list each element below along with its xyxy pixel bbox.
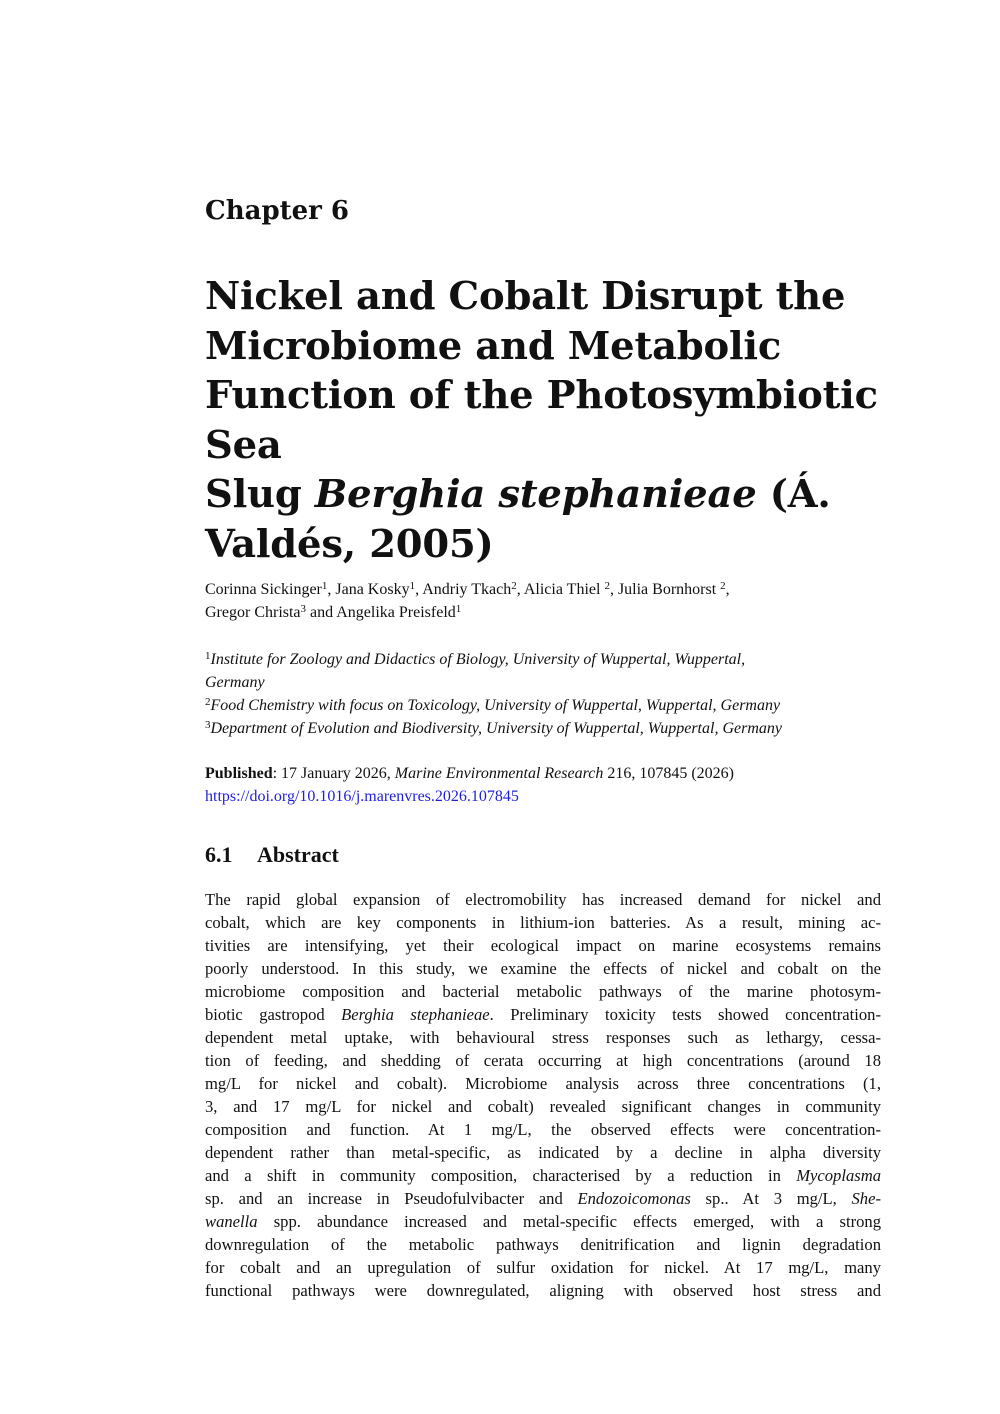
author-affiliation-mark: 1 — [321, 580, 328, 592]
author-name: Andriy Tkach — [422, 581, 512, 598]
doi-line — [205, 785, 885, 808]
species-name: Berghia stephanieae — [341, 1005, 490, 1024]
abstract-line: tivities are intensifying, yet their ecological impact on marine ecosystems remains — [205, 936, 881, 955]
publication-line — [205, 762, 885, 785]
abstract-text: spp. abundance increased and metal-specific effects emerged, with a strong — [257, 1212, 881, 1231]
author-name: Gregor Christa — [205, 604, 301, 621]
title-species: Berghia stephanieae — [314, 472, 757, 517]
affiliation-item — [205, 717, 885, 740]
journal-details: 216, 107845 (2026) — [603, 765, 734, 782]
abstract-line: dependent rather than metal-specific, as indicated by a decline in alpha diversity — [205, 1143, 881, 1162]
affiliation-text: Department of Evolution and Biodiversity, University of Wuppertal, Wuppertal, Germany — [210, 720, 782, 737]
author-separator: , — [609, 581, 618, 598]
author-line — [205, 601, 885, 624]
abstract-body — [205, 888, 881, 1302]
abstract-text: biotic gastropod — [205, 1005, 342, 1024]
author-separator: , — [516, 581, 524, 598]
title-line: Nickel and Cobalt Disrupt the — [205, 274, 846, 319]
author-separator: , — [415, 581, 423, 598]
published-date: : 17 January 2026, — [272, 765, 395, 782]
author-affiliation-mark: 1 — [409, 580, 416, 592]
abstract-line: 3, and 17 mg/L for nickel and cobalt) revealed significant changes in community — [205, 1097, 881, 1116]
author-line — [205, 578, 885, 601]
journal-name: Marine Environmental Research — [394, 765, 604, 782]
abstract-text: . Preliminary toxicity tests showed concentration- — [489, 1005, 881, 1024]
author-affiliation-mark: 2 — [720, 580, 726, 592]
paper-title — [205, 272, 895, 569]
affiliation-item — [205, 671, 885, 694]
affiliation-number: 2 — [205, 696, 211, 708]
abstract-line: cobalt, which are key components in lithium-ion batteries. As a result, mining ac- — [205, 913, 881, 932]
title-line: Function of the Photosymbiotic Sea — [205, 373, 878, 468]
title-text: (Á. — [756, 472, 831, 517]
abstract-line: functional pathways were downregulated, aligning with observed host stress and — [205, 1281, 881, 1300]
affiliation-text: Germany — [205, 674, 265, 691]
affiliation-number: 3 — [205, 719, 211, 731]
author-list — [205, 578, 885, 624]
title-line: Microbiome and Metabolic — [205, 323, 782, 369]
abstract-line: dependent metal uptake, with behavioural stress responses such as lethargy, cessa- — [205, 1028, 881, 1047]
abstract-text: and a shift in community composition, characterised by a reduction in — [205, 1166, 797, 1185]
author-affiliation-mark: 3 — [300, 603, 307, 615]
affiliation-item — [205, 694, 885, 717]
title-line — [205, 470, 895, 520]
author-separator: , — [327, 581, 336, 598]
abstract-line: The rapid global expansion of electromobility has increased demand for nickel and — [205, 890, 881, 909]
abstract-line: poorly understood. In this study, we examine the effects of nickel and cobalt on the — [205, 959, 881, 978]
abstract-line: downregulation of the metabolic pathways denitrification and lignin degradation — [205, 1235, 881, 1254]
chapter-label: Chapter 6 — [205, 196, 350, 226]
affiliation-text: Institute for Zoology and Didactics of Biology, University of Wuppertal, Wuppertal, — [210, 651, 746, 668]
abstract-line: tion of feeding, and shedding of cerata occurring at high concentrations (around 18 — [205, 1051, 881, 1070]
author-affiliation-mark: 1 — [455, 603, 462, 615]
abstract-text: sp. and an increase in Pseudofulvibacter and — [205, 1189, 578, 1208]
publication-info — [205, 762, 885, 808]
genus-name: She- — [851, 1189, 881, 1208]
published-label: Published — [205, 765, 273, 782]
abstract-line — [205, 1003, 881, 1026]
author-name: Jana Kosky — [335, 581, 410, 598]
abstract-line: mg/L for nickel and cobalt). Microbiome analysis across three concentrations (1, — [205, 1074, 881, 1093]
author-affiliation-mark: 2 — [511, 580, 517, 592]
abstract-line: microbiome composition and bacterial metabolic pathways of the marine photosym- — [205, 982, 881, 1001]
affiliation-number: 1 — [205, 650, 211, 662]
abstract-line — [205, 1187, 881, 1210]
genus-name: wanella — [205, 1212, 258, 1231]
author-name: Angelika Preisfeld — [336, 604, 456, 621]
abstract-text: sp.. At 3 mg/L, — [690, 1189, 852, 1208]
author-separator: , — [725, 581, 730, 598]
author-separator: and — [306, 604, 337, 621]
doi-link[interactable]: https://doi.org/10.1016/j.marenvres.2026.107845 — [205, 788, 519, 805]
section-number: 6.1 — [205, 842, 233, 867]
author-name: Julia Bornhorst — [617, 581, 721, 598]
author-affiliation-mark: 2 — [604, 580, 610, 592]
affiliation-list — [205, 648, 885, 740]
affiliation-text: Food Chemistry with focus on Toxicology, University of Wuppertal, Wuppertal, Germany — [210, 697, 781, 714]
author-name: Alicia Thiel — [523, 581, 605, 598]
title-text: Slug — [205, 472, 315, 517]
abstract-line — [205, 1210, 881, 1233]
author-name: Corinna Sickinger — [205, 581, 322, 598]
section-heading — [205, 842, 339, 868]
genus-name: Mycoplasma — [796, 1166, 881, 1185]
section-title: Abstract — [257, 842, 339, 867]
title-line: Valdés, 2005) — [205, 521, 494, 567]
affiliation-item — [205, 648, 885, 671]
abstract-line: composition and function. At 1 mg/L, the observed effects were concentration- — [205, 1120, 881, 1139]
abstract-line: for cobalt and an upregulation of sulfur oxidation for nickel. At 17 mg/L, many — [205, 1258, 881, 1277]
abstract-line — [205, 1164, 881, 1187]
genus-name: Endozoicomonas — [577, 1189, 691, 1208]
